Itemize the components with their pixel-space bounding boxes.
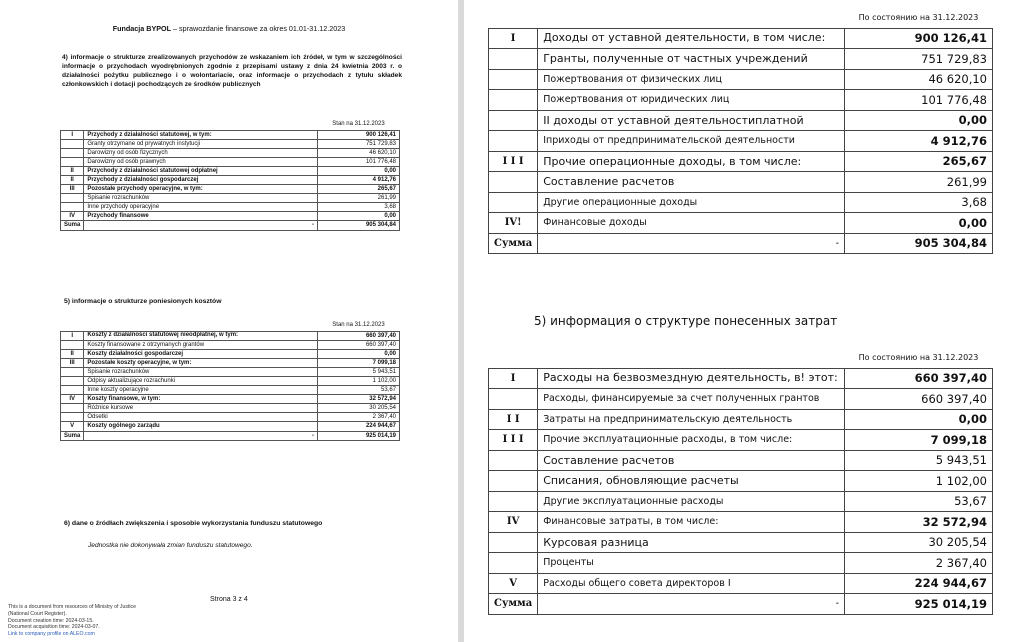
table-row — [489, 151, 993, 172]
header-spacer — [489, 348, 538, 368]
table-row — [489, 471, 993, 492]
row-number: I — [61, 331, 84, 340]
row-label: Inne koszty operacyjne — [84, 386, 318, 395]
row-label: Koszty z działalności statutowej nieodpłatnej, w tym: — [84, 331, 318, 340]
row-value: 53,67 — [318, 386, 400, 395]
table-row — [489, 69, 993, 90]
row-label: Przychody finansowe — [84, 212, 318, 221]
row-label: Iприходы от предпринимательской деятельности — [538, 131, 845, 152]
row-number — [489, 553, 538, 574]
table-row — [61, 175, 400, 184]
row-label: - — [84, 431, 318, 440]
right-page-russian — [464, 0, 1024, 642]
table-row — [61, 395, 400, 404]
row-number — [489, 172, 538, 193]
row-value: 0,00 — [845, 409, 993, 430]
header-spacer — [84, 118, 318, 130]
row-label: Koszty finansowe, w tym: — [84, 395, 318, 404]
row-label: Доходы от уставной деятельности, в том числе: — [538, 28, 845, 49]
row-label: Koszty działalności gospodarczej — [84, 349, 318, 358]
row-label: - — [538, 233, 845, 254]
table-row — [489, 28, 993, 49]
page-number: Strona 3 z 4 — [210, 596, 248, 603]
costs-table-pl — [60, 319, 400, 441]
row-number: Suma — [61, 431, 84, 440]
row-value: 5 943,51 — [845, 450, 993, 471]
row-label: - — [538, 594, 845, 615]
row-number — [61, 157, 84, 166]
row-number — [61, 148, 84, 157]
row-number: II — [61, 349, 84, 358]
row-value: 751 729,83 — [845, 49, 993, 70]
row-label: Другие эксплуатационные расходы — [538, 491, 845, 512]
row-number — [61, 203, 84, 212]
row-value: 905 304,84 — [318, 221, 400, 230]
row-value: 101 776,48 — [318, 157, 400, 166]
row-number: Сумма — [489, 594, 538, 615]
row-number: I I I — [489, 151, 538, 172]
table-row — [61, 194, 400, 203]
table-row — [61, 212, 400, 221]
row-value: 46 620,10 — [845, 69, 993, 90]
table-row — [489, 553, 993, 574]
row-value: 660 397,40 — [845, 368, 993, 389]
header-spacer — [538, 8, 845, 28]
row-number: III — [61, 358, 84, 367]
table-header-row — [489, 8, 993, 28]
table-row — [489, 491, 993, 512]
row-number — [489, 90, 538, 111]
table-row — [489, 90, 993, 111]
row-label: Koszty finansowane z otrzymanych grantów — [84, 340, 318, 349]
row-value: 46 620,10 — [318, 148, 400, 157]
footer-line: Document creation time: 2024-03-15. — [8, 617, 94, 624]
row-number: IV — [61, 395, 84, 404]
row-value: 925 014,19 — [318, 431, 400, 440]
row-number: Сумма — [489, 233, 538, 254]
table-row — [61, 331, 400, 340]
row-number: IV! — [489, 213, 538, 234]
table-row — [489, 532, 993, 553]
table-row — [61, 340, 400, 349]
row-value: 2 367,40 — [318, 413, 400, 422]
row-value: 925 014,19 — [845, 594, 993, 615]
table-row — [61, 148, 400, 157]
table-row — [61, 386, 400, 395]
table-row — [489, 573, 993, 594]
footer-line: (National Court Register). — [8, 610, 67, 617]
row-label: Odsetki — [84, 413, 318, 422]
row-number — [61, 194, 84, 203]
revenue-table-ru — [488, 8, 993, 254]
row-value: 261,99 — [318, 194, 400, 203]
row-value: 660 397,40 — [318, 331, 400, 340]
row-label: Inne przychody operacyjne — [84, 203, 318, 212]
row-number — [489, 471, 538, 492]
row-value: 900 126,41 — [845, 28, 993, 49]
row-value: 224 944,67 — [318, 422, 400, 431]
row-value: 3,68 — [845, 192, 993, 213]
header-spacer — [61, 118, 84, 130]
row-number: I — [489, 368, 538, 389]
row-label: Прочие эксплуатационные расходы, в том числе: — [538, 430, 845, 451]
row-label: - — [84, 221, 318, 230]
table-row — [489, 450, 993, 471]
row-label: Составление расчетов — [538, 172, 845, 193]
row-number — [489, 131, 538, 152]
row-label: Пожертвования от физических лиц — [538, 69, 845, 90]
table-row — [489, 213, 993, 234]
row-label: Granty otrzymane od prywatnych instytucji — [84, 139, 318, 148]
table-header-row — [489, 348, 993, 368]
row-label: Прочие операционные доходы, в том числе: — [538, 151, 845, 172]
row-label: Курсовая разница — [538, 532, 845, 553]
row-label: Pozostałe koszty operacyjne, w tym: — [84, 358, 318, 367]
footer-line: This is a document from resources of Ministry of Justice — [8, 604, 137, 610]
row-number — [61, 404, 84, 413]
row-value: 1 102,00 — [845, 471, 993, 492]
row-value: 30 205,54 — [318, 404, 400, 413]
document-footer — [8, 604, 136, 638]
row-value: 30 205,54 — [845, 532, 993, 553]
section-5-title: 5) informacje o strukturze poniesionych kosztów — [64, 298, 222, 305]
row-value: 0,00 — [318, 212, 400, 221]
row-label: Расходы на безвозмездную деятельность, в! этот: — [538, 368, 845, 389]
row-label: Przychody z działalności gospodarczej — [84, 175, 318, 184]
row-label: Przychody z działalności statutowej odpłatnej — [84, 166, 318, 175]
row-number: II — [61, 175, 84, 184]
costs-table-ru — [488, 348, 993, 615]
row-value: 3,68 — [318, 203, 400, 212]
header-spacer — [538, 348, 845, 368]
table-row — [489, 110, 993, 131]
row-value: 7 099,18 — [318, 358, 400, 367]
table-row — [61, 422, 400, 431]
table-row — [61, 358, 400, 367]
table-row — [61, 413, 400, 422]
foundation-name: Fundacja BYPOL — [112, 24, 172, 33]
row-value: 1 102,00 — [318, 376, 400, 385]
row-value: 265,67 — [318, 185, 400, 194]
table-row — [61, 166, 400, 175]
column-header-date: По состоянию на 31.12.2023 — [845, 8, 993, 28]
row-number — [61, 413, 84, 422]
left-page-header — [0, 24, 458, 33]
row-number: V — [61, 422, 84, 431]
table-row — [489, 594, 993, 615]
row-number — [489, 532, 538, 553]
row-value: 2 367,40 — [845, 553, 993, 574]
row-label: Darowizny od osób prawnych — [84, 157, 318, 166]
column-header-date: По состоянию на 31.12.2023 — [845, 348, 993, 368]
header-spacer — [84, 319, 318, 331]
table-row — [489, 49, 993, 70]
row-value: 224 944,67 — [845, 573, 993, 594]
row-number — [489, 110, 538, 131]
table-row — [489, 368, 993, 389]
table-row — [61, 139, 400, 148]
row-label: Финансовые затраты, в том числе: — [538, 512, 845, 533]
table-row — [489, 192, 993, 213]
row-label: Pozostałe przychody operacyjne, w tym: — [84, 185, 318, 194]
row-label: Spisanie rozrachunków — [84, 194, 318, 203]
row-number: IV — [489, 512, 538, 533]
table-row — [61, 431, 400, 440]
table-row — [489, 233, 993, 254]
row-value: 7 099,18 — [845, 430, 993, 451]
header-spacer — [61, 319, 84, 331]
row-value: 4 912,76 — [845, 131, 993, 152]
row-number — [489, 389, 538, 410]
row-number: I — [61, 130, 84, 139]
section-5-title-ru: 5) информация о структуре понесенных затрат — [534, 314, 838, 328]
row-label: Przychody z działalności statutowej, w tym: — [84, 130, 318, 139]
revenue-table-pl — [60, 118, 400, 231]
row-value: 4 912,76 — [318, 175, 400, 184]
row-value: 32 572,94 — [845, 512, 993, 533]
row-value: 53,67 — [845, 491, 993, 512]
row-label: Затраты на предпринимательскую деятельность — [538, 409, 845, 430]
row-value: 5 943,51 — [318, 367, 400, 376]
row-label: Spisanie rozrachunków — [84, 367, 318, 376]
column-header-date: Stan na 31.12.2023 — [318, 118, 400, 130]
row-label: Расходы, финансируемые за счет полученных грантов — [538, 389, 845, 410]
row-label: Списания, обновляющие расчеты — [538, 471, 845, 492]
row-value: 265,67 — [845, 151, 993, 172]
table-row — [489, 172, 993, 193]
row-label: Darowizny od osób fizycznych — [84, 148, 318, 157]
section-4-text: 4) informacje o strukturze zrealizowanych przychodów ze wskazaniem ich źródeł, w tym w szczególności informacje o przychodach wyodrębnionych zgodnie z przepisami ustawy z dnia 24 kwietnia 2003 r. o działalności pożytku publicznego i o wolontariacie, oraz informacje o przychodach z tytułu składek członkowskich i dotacji pochodzących ze środków publicznych — [62, 54, 402, 89]
row-value: 900 126,41 — [318, 130, 400, 139]
row-value: 0,00 — [845, 213, 993, 234]
row-label: Koszty ogólnego zarządu — [84, 422, 318, 431]
table-row — [61, 404, 400, 413]
row-number — [489, 192, 538, 213]
table-row — [489, 430, 993, 451]
company-profile-link[interactable]: Link to company profile on ALEO.com — [8, 631, 95, 637]
table-row — [61, 349, 400, 358]
row-value: 0,00 — [318, 166, 400, 175]
table-row — [489, 512, 993, 533]
section-6-note: Jednostka nie dokonywała zmian funduszu statutowego. — [88, 542, 253, 549]
table-header-row — [61, 118, 400, 130]
row-label: Różnice kursowe — [84, 404, 318, 413]
row-label: Финансовые доходы — [538, 213, 845, 234]
row-value: 0,00 — [845, 110, 993, 131]
row-number: I I — [489, 409, 538, 430]
row-number — [61, 367, 84, 376]
table-row — [489, 389, 993, 410]
row-value: 0,00 — [318, 349, 400, 358]
row-number — [489, 69, 538, 90]
row-label: Другие операционные доходы — [538, 192, 845, 213]
row-value: 32 572,94 — [318, 395, 400, 404]
table-row — [61, 157, 400, 166]
column-header-date: Stan na 31.12.2023 — [318, 319, 400, 331]
row-label: Проценты — [538, 553, 845, 574]
section-6-title: 6) dane o źródłach zwiększenia i sposobie wykorzystania funduszu statutowego — [64, 520, 323, 527]
row-value: 101 776,48 — [845, 90, 993, 111]
row-number — [489, 491, 538, 512]
row-value: 905 304,84 — [845, 233, 993, 254]
row-number: I — [489, 28, 538, 49]
row-value: 751 729,83 — [318, 139, 400, 148]
row-label: II доходы от уставной деятельностиплатной — [538, 110, 845, 131]
table-row — [61, 221, 400, 230]
row-number: I I I — [489, 430, 538, 451]
row-value: 660 397,40 — [318, 340, 400, 349]
row-number: II — [61, 166, 84, 175]
table-header-row — [61, 319, 400, 331]
row-number — [61, 340, 84, 349]
table-row — [61, 376, 400, 385]
row-number: Suma — [61, 221, 84, 230]
row-number — [61, 139, 84, 148]
header-spacer — [489, 8, 538, 28]
left-page-polish — [0, 0, 458, 642]
row-number — [489, 450, 538, 471]
table-row — [489, 409, 993, 430]
row-label: Составление расчетов — [538, 450, 845, 471]
row-label: Гранты, полученные от частных учреждений — [538, 49, 845, 70]
row-number: V — [489, 573, 538, 594]
row-number: III — [61, 185, 84, 194]
table-row — [61, 367, 400, 376]
row-label: Расходы общего совета директоров I — [538, 573, 845, 594]
row-number — [489, 49, 538, 70]
row-number — [61, 386, 84, 395]
row-number: IV — [61, 212, 84, 221]
header-period: – sprawozdanie finansowe za okres 01.01-31.12.2023 — [171, 24, 346, 33]
row-number — [61, 376, 84, 385]
table-row — [61, 130, 400, 139]
row-label: Пожертвования от юридических лиц — [538, 90, 845, 111]
row-value: 660 397,40 — [845, 389, 993, 410]
table-row — [489, 131, 993, 152]
footer-line: Document acquisition time: 2024-03-07. — [8, 624, 100, 631]
row-value: 261,99 — [845, 172, 993, 193]
row-label: Odpisy aktualizujące rozrachunki — [84, 376, 318, 385]
table-row — [61, 203, 400, 212]
table-row — [61, 185, 400, 194]
